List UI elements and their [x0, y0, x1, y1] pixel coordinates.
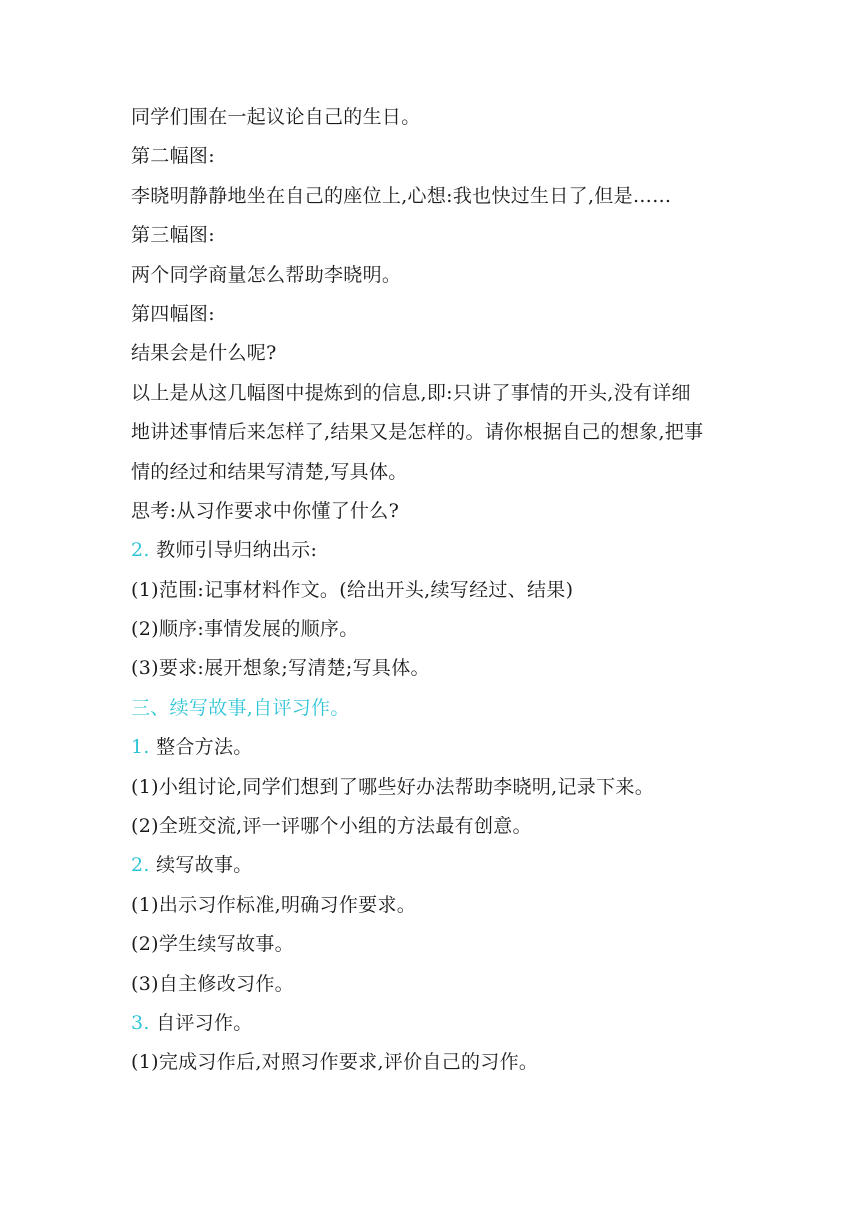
list-item — [131, 846, 741, 885]
sub-item: (2)学生续写故事。 — [131, 933, 294, 956]
sub-item: (2)顺序:事情发展的顺序。 — [131, 618, 359, 641]
paragraph-line: 同学们围在一起议论自己的生日。 — [131, 106, 421, 128]
picture-label-4: 第四幅图: — [131, 302, 215, 325]
sub-item: (1)出示习作标准,明确习作要求。 — [131, 893, 417, 916]
sub-item: (2)全班交流,评一评哪个小组的方法最有创意。 — [131, 815, 532, 838]
paragraph-line: 地讲述事情后来怎样了,结果又是怎样的。请你根据自己的想象,把事 — [131, 421, 704, 444]
sub-item: (1)范围:记事材料作文。(给出开头,续写经过、结果) — [131, 578, 574, 601]
sub-item: (1)完成习作后,对照习作要求,评价自己的习作。 — [131, 1051, 539, 1074]
sub-item: (1)小组讨论,同学们想到了哪些好办法帮助李晓明,记录下来。 — [131, 775, 654, 798]
item-text: 自评习作。 — [156, 1011, 253, 1034]
list-item — [131, 1004, 741, 1043]
picture-label-3: 第三幅图: — [131, 224, 215, 247]
sub-item: (3)要求:展开想象;写清楚;写具体。 — [131, 657, 430, 680]
item-number: 2. — [131, 854, 150, 877]
paragraph-line: 思考:从习作要求中你懂了什么? — [131, 499, 400, 522]
paragraph-line: 两个同学商量怎么帮助李晓明。 — [131, 263, 402, 286]
paragraph-line: 李晓明静静地坐在自己的座位上,心想:我也快过生日了,但是…… — [131, 184, 672, 207]
paragraph-line: 情的经过和结果写清楚,写具体。 — [131, 460, 408, 483]
paragraph-line: 以上是从这几幅图中提炼到的信息,即:只讲了事情的开头,没有详细 — [131, 381, 691, 404]
list-item — [131, 728, 741, 767]
item-number: 3. — [131, 1011, 150, 1034]
item-text: 整合方法。 — [156, 736, 253, 759]
item-text: 续写故事。 — [156, 854, 253, 877]
item-number: 2. — [131, 539, 150, 562]
list-item — [131, 531, 741, 570]
paragraph-line: 结果会是什么呢? — [131, 342, 277, 365]
sub-item: (3)自主修改习作。 — [131, 972, 294, 995]
item-number: 1. — [131, 736, 150, 759]
item-text: 教师引导归纳出示: — [156, 539, 318, 562]
section-heading: 三、续写故事,自评习作。 — [131, 696, 350, 719]
document-body — [131, 98, 741, 1083]
picture-label-2: 第二幅图: — [131, 145, 215, 168]
